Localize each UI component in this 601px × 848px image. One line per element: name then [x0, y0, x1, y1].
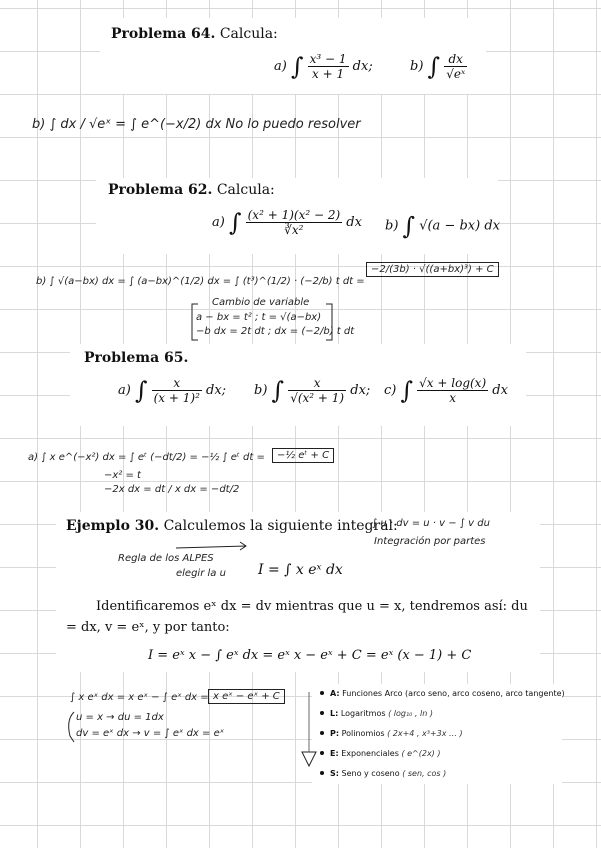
- problem-65-title: [84, 350, 188, 366]
- handwritten-30-calc: ∫ x eˣ dx = x eˣ − ∫ eˣ dx =: [70, 692, 209, 703]
- alpes-item-p: P: Polinomios ( 2x+4 , x³+3x … ): [312, 724, 562, 744]
- alpes-item-a: A: Funciones Arco (arco seno, arco coseno, arco tangente): [312, 684, 562, 704]
- integral-sign: ∫: [228, 208, 242, 237]
- problem-65-b-denominator: √(x² + 1): [290, 391, 345, 405]
- integral-sign: ∫: [290, 52, 304, 81]
- problem-64-a-numerator: x³ − 1: [309, 52, 347, 66]
- handwritten-30-result: x eˣ − eˣ + C: [208, 689, 285, 704]
- problem-65-b-tail: dx;: [350, 383, 371, 398]
- problem-64-a-tail: dx;: [352, 59, 373, 74]
- handwritten-parts-label: Integración por partes: [374, 536, 486, 547]
- handwritten-62-substitution-1: a − bx = t² ; t = √(a−bx): [196, 312, 322, 323]
- problem-64-title: [111, 26, 278, 42]
- problem-62-title: [108, 182, 275, 198]
- integral-sign: ∫: [134, 376, 148, 405]
- handwritten-62-substitution-title: Cambio de variable: [212, 297, 310, 308]
- bullet-icon: [320, 691, 324, 695]
- problem-65-b-label: b): [254, 383, 268, 398]
- example-30-label: Ejemplo 30.: [66, 518, 160, 534]
- problem-64-b-denominator: √eˣ: [446, 67, 466, 81]
- problem-65-a-label: a): [118, 383, 131, 398]
- integral-sign: ∫: [427, 52, 441, 81]
- problem-62-b-expression: √(a − bx) dx: [419, 218, 500, 234]
- example-30-paragraph: Identificaremos eˣ dx = dv mientras que u = x, tendremos así: du = dx, v = eˣ, y por tanto:: [66, 599, 528, 635]
- handwritten-30-sub-2: dv = eˣ dx → v = ∫ eˣ dx = eˣ: [76, 728, 225, 739]
- handwritten-64-answer: b) ∫ dx / √eˣ = ∫ e^(−x/2) dx No lo puedo resolver: [32, 117, 361, 132]
- problem-62-a-tail: dx: [346, 215, 362, 230]
- problem-62-label: Problema 62.: [108, 182, 213, 198]
- problem-65-a-tail: dx;: [206, 383, 227, 398]
- problem-65-c-tail: dx: [492, 383, 508, 398]
- example-30-text: Calculemos la siguiente integral:: [163, 518, 398, 534]
- problem-65-c-label: c): [384, 383, 397, 398]
- integral-sign: ∫: [400, 376, 414, 405]
- handwritten-30-sub-1: u = x → du = 1dx: [76, 712, 164, 723]
- problem-65-c-denominator: x: [449, 391, 457, 405]
- alpes-item-s: S: Seno y coseno ( sen, cos ): [312, 764, 562, 784]
- problem-65-b-numerator: x: [288, 376, 346, 391]
- problem-64-a-fraction: [308, 52, 349, 81]
- problem-62-a-denominator: ∛x²: [284, 223, 304, 237]
- problem-64-part-b: [410, 52, 467, 81]
- problem-62-a-label: a): [212, 215, 225, 230]
- problem-64-label: Problema 64.: [111, 26, 216, 42]
- bullet-icon: [320, 771, 324, 775]
- handwritten-65-substitution-2: −2x dx = dt / x dx = −dt/2: [104, 484, 240, 495]
- bullet-icon: [320, 731, 324, 735]
- handwritten-alpes-rule: Regla de los ALPES: [118, 553, 214, 564]
- example-30-title: [66, 518, 398, 534]
- handwritten-62-answer: b) ∫ √(a−bx) dx = ∫ (a−bx)^(1/2) dx = ∫ (t³)^(1/2) · (−2/b) t dt =: [36, 276, 365, 287]
- problem-65-c-numerator: √x + log(x): [419, 376, 487, 390]
- problem-64-b-label: b): [410, 59, 424, 74]
- handwritten-alpes-rule-sub: elegir la u: [176, 568, 226, 579]
- bullet-icon: [320, 751, 324, 755]
- handwritten-65-substitution-1: −x² = t: [104, 470, 141, 481]
- alpes-item-e: E: Exponenciales ( e^(2x) ): [312, 744, 562, 764]
- example-30-result: I = eˣ x − ∫ eˣ dx = eˣ x − eˣ + C = eˣ (x − 1) + C: [148, 648, 472, 663]
- problem-62-a-fraction: [246, 208, 343, 237]
- problem-65-c-fraction: [417, 376, 488, 405]
- problem-65-part-a: [118, 376, 226, 405]
- bracket-30-substitution: [69, 712, 74, 742]
- problem-64-a-label: a): [274, 59, 287, 74]
- problem-64-text: Calcula:: [219, 26, 278, 42]
- problem-65-a-numerator: x: [152, 376, 202, 391]
- integral-sign: ∫: [402, 212, 416, 240]
- problem-62-text: Calcula:: [216, 182, 275, 198]
- problem-62-b-label: b): [385, 218, 399, 234]
- problem-64-a-denominator: x + 1: [312, 67, 345, 81]
- example-30-formula: I = ∫ x eˣ dx: [258, 562, 343, 578]
- handwritten-62-result: −2/(3b) · √((a+bx)³) + C: [366, 262, 499, 277]
- integral-sign: ∫: [271, 376, 285, 405]
- problem-64-part-a: [274, 52, 373, 81]
- problem-62-part-b: [385, 212, 500, 240]
- problem-65-label: Problema 65.: [84, 350, 189, 366]
- handwritten-parts-formula: ∫ u · dv = u · v − ∫ v du: [372, 518, 490, 529]
- bullet-icon: [320, 711, 324, 715]
- problem-65-part-c: [384, 376, 508, 405]
- handwritten-65-answer: a) ∫ x e^(−x²) dx = ∫ eᵗ (−dt/2) = −½ ∫ eᵗ dt =: [28, 452, 265, 463]
- problem-62-part-a: [212, 208, 362, 237]
- problem-65-a-fraction: [152, 376, 202, 405]
- alpes-list: [312, 684, 565, 784]
- handwritten-62-substitution-2: −b dx = 2t dt ; dx = (−2/b) t dt: [196, 326, 355, 337]
- alpes-item-l: L: Logaritmos ( log₁₀ , ln ): [312, 704, 562, 724]
- problem-65-part-b: [254, 376, 370, 405]
- handwritten-65-result: −½ eᵗ + C: [272, 448, 334, 463]
- problem-64-b-fraction: [444, 52, 467, 81]
- problem-65-b-fraction: [288, 376, 346, 405]
- problem-65-a-denominator: (x + 1)²: [153, 391, 200, 405]
- problem-64-b-numerator: dx: [444, 52, 467, 67]
- problem-62-a-numerator: (x² + 1)(x² − 2): [247, 208, 341, 222]
